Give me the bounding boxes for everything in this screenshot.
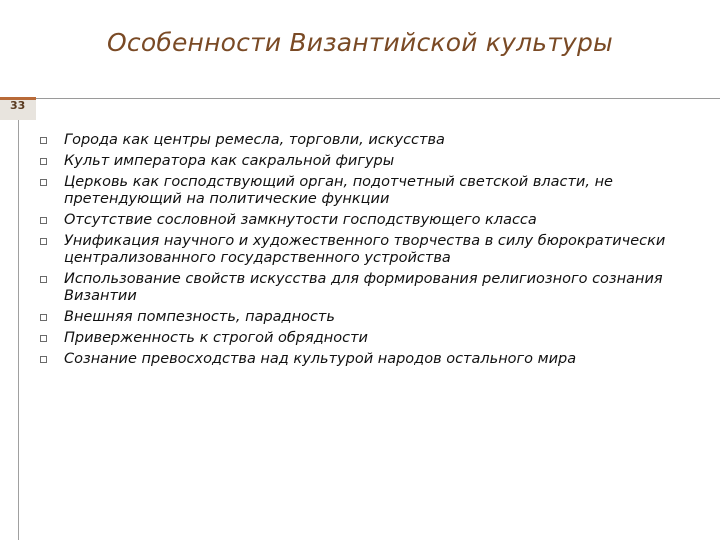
square-bullet-icon — [40, 137, 47, 144]
list-item — [40, 132, 700, 149]
list-item — [40, 351, 700, 368]
square-bullet-icon — [40, 238, 47, 245]
list-item — [40, 233, 700, 267]
square-bullet-icon — [40, 356, 47, 363]
square-bullet-icon — [40, 335, 47, 342]
list-item-text: Города как центры ремесла, торговли, искусства — [64, 132, 445, 148]
left-vertical-rule — [18, 120, 19, 540]
list-item — [40, 271, 700, 305]
square-bullet-icon — [40, 217, 47, 224]
list-item-text: Унификация научного и художественного творчества в силу бюрократически централизованного государственного устройства — [64, 233, 666, 266]
list-item — [40, 330, 700, 347]
list-item-text: Церковь как господствующий орган, подотчетный светской власти, не претендующий на политические функции — [64, 174, 613, 207]
slide-number: 33 — [10, 99, 26, 112]
list-item-text: Внешняя помпезность, парадность — [64, 309, 335, 325]
list-item — [40, 309, 700, 326]
list-item-text: Приверженность к строгой обрядности — [64, 330, 368, 346]
list-item-text: Сознание превосходства над культурой народов остального мира — [64, 351, 577, 367]
square-bullet-icon — [40, 158, 47, 165]
slide-title: Особенности Византийской культуры — [107, 28, 613, 57]
square-bullet-icon — [40, 314, 47, 321]
bullet-list — [40, 132, 700, 372]
header-divider — [36, 98, 720, 99]
list-item — [40, 212, 700, 229]
list-item — [40, 174, 700, 208]
list-item-text: Отсутствие сословной замкнутости господствующего класса — [64, 212, 537, 228]
square-bullet-icon — [40, 179, 47, 186]
list-item-text: Использование свойств искусства для формирования религиозного сознания Византии — [64, 271, 663, 304]
square-bullet-icon — [40, 276, 47, 283]
list-item — [40, 153, 700, 170]
list-item-text: Культ императора как сакральной фигуры — [64, 153, 395, 169]
